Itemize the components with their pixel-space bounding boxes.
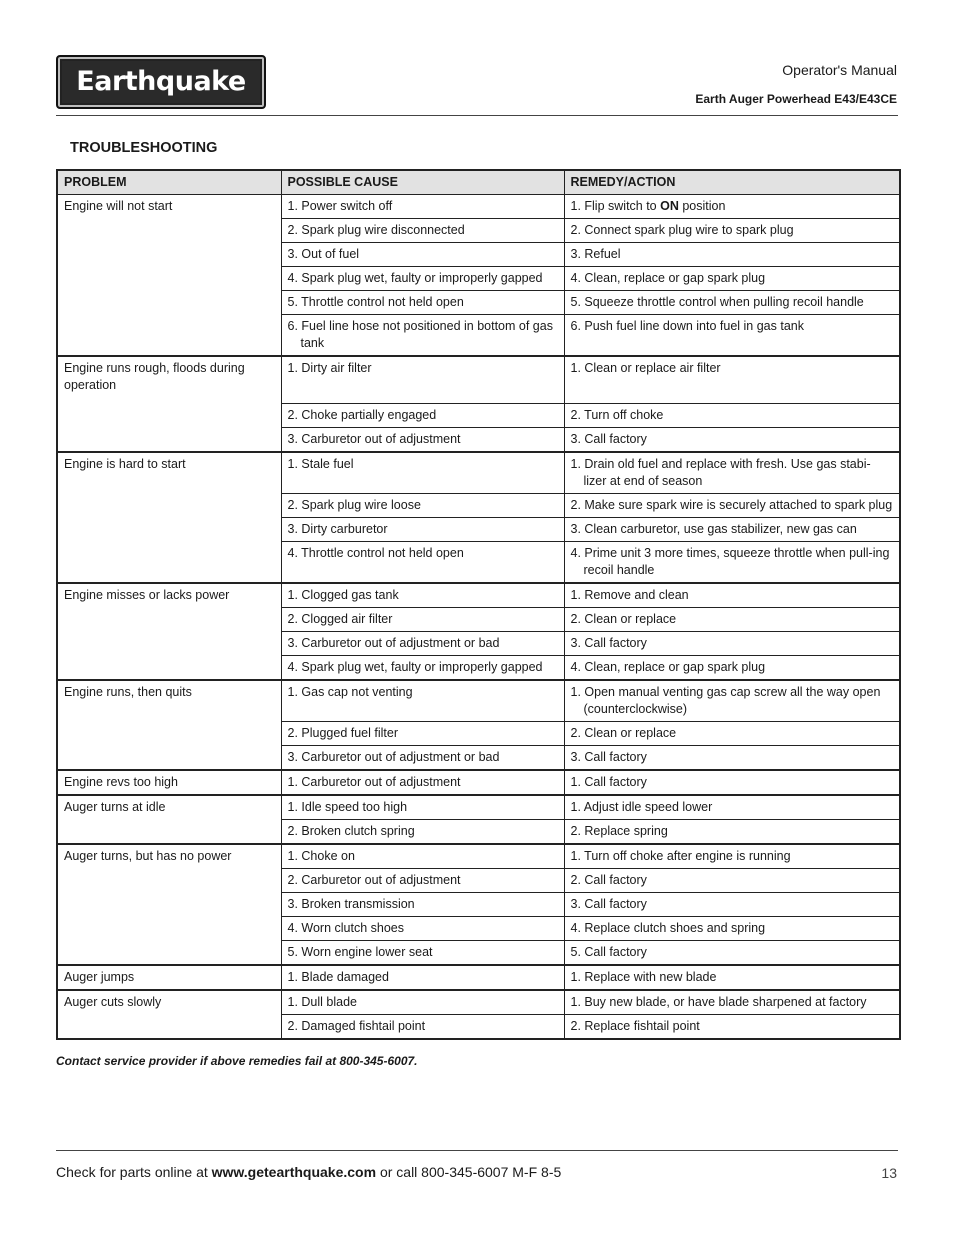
cause-text: 1. Dirty air filter [287, 361, 372, 375]
table-row [57, 990, 900, 1015]
cause-text: 2. Plugged fuel filter [287, 726, 398, 740]
cause-cell [281, 315, 564, 357]
remedy-cell [564, 722, 900, 746]
remedy-text: 3. Call factory [570, 432, 647, 446]
remedy-cell [564, 820, 900, 845]
footer-prefix: Check for parts online at [56, 1164, 212, 1180]
cause-cell [281, 656, 564, 681]
remedy-text: 3. Clean carburetor, use gas stabilizer, new gas can [570, 522, 857, 536]
remedy-cell [564, 583, 900, 608]
cause-cell [281, 722, 564, 746]
cause-cell [281, 428, 564, 453]
cause-cell [281, 356, 564, 404]
remedy-cell [564, 608, 900, 632]
cause-cell [281, 770, 564, 795]
header-divider [56, 115, 898, 116]
remedy-cell [564, 893, 900, 917]
cause-cell [281, 820, 564, 845]
remedy-text: 4. Prime unit 3 more times, squeeze throttle when pull-ing recoil handle [570, 546, 890, 577]
table-header-row [57, 170, 900, 195]
cause-text: 1. Dull blade [287, 995, 357, 1009]
cause-text: 1. Choke on [287, 849, 355, 863]
remedy-text: 4. Replace clutch shoes and spring [570, 921, 766, 935]
cause-text: 3. Carburetor out of adjustment [287, 432, 461, 446]
cause-cell [281, 869, 564, 893]
cause-text: 2. Spark plug wire disconnected [287, 223, 465, 237]
remedy-cell [564, 195, 900, 219]
remedy-cell [564, 990, 900, 1015]
remedy-text: 2. Call factory [570, 873, 647, 887]
table-row [57, 356, 900, 404]
cause-cell [281, 941, 564, 966]
footer-divider [56, 1150, 898, 1151]
remedy-text: 1. Flip switch to ON position [570, 199, 726, 213]
table-row [57, 770, 900, 795]
product-title: Earth Auger Powerhead E43/E43CE [695, 92, 897, 106]
cause-cell [281, 917, 564, 941]
remedy-cell [564, 356, 900, 404]
remedy-text: 2. Turn off choke [570, 408, 664, 422]
table-row [57, 795, 900, 820]
remedy-text: 2. Replace spring [570, 824, 668, 838]
problem-cell: Engine misses or lacks power [57, 583, 281, 680]
remedy-text: 3. Refuel [570, 247, 621, 261]
cause-cell [281, 542, 564, 584]
remedy-cell [564, 404, 900, 428]
problem-cell: Engine will not start [57, 195, 281, 357]
table-row [57, 844, 900, 869]
problem-cell: Auger jumps [57, 965, 281, 990]
cause-cell [281, 219, 564, 243]
remedy-cell [564, 219, 900, 243]
logo-text: Earthquake [76, 66, 246, 97]
cause-text: 1. Blade damaged [287, 970, 389, 984]
cause-cell [281, 195, 564, 219]
remedy-cell [564, 917, 900, 941]
cause-text: 1. Stale fuel [287, 457, 354, 471]
cause-text: 2. Clogged air filter [287, 612, 393, 626]
cause-cell [281, 291, 564, 315]
cause-text: 2. Broken clutch spring [287, 824, 415, 838]
cause-text: 1. Idle speed too high [287, 800, 408, 814]
remedy-text: 3. Call factory [570, 750, 647, 764]
remedy-cell [564, 965, 900, 990]
footer-link[interactable]: www.getearthquake.com [211, 1164, 377, 1180]
remedy-text: 1. Turn off choke after engine is running [570, 849, 791, 863]
cause-text: 5. Throttle control not held open [287, 295, 464, 309]
cause-cell [281, 518, 564, 542]
cause-cell [281, 404, 564, 428]
remedy-text: 2. Clean or replace [570, 612, 677, 626]
cause-cell [281, 452, 564, 494]
remedy-cell [564, 542, 900, 584]
cause-text: 1. Gas cap not venting [287, 685, 413, 699]
remedy-cell [564, 518, 900, 542]
cause-text: 1. Carburetor out of adjustment [287, 775, 461, 789]
cause-text: 3. Carburetor out of adjustment or bad [287, 636, 500, 650]
remedy-cell [564, 428, 900, 453]
remedy-cell [564, 291, 900, 315]
remedy-cell [564, 1015, 900, 1040]
footer-suffix: or call 800-345-6007 M-F 8-5 [376, 1164, 562, 1180]
remedy-text: 4. Clean, replace or gap spark plug [570, 660, 766, 674]
cause-cell [281, 494, 564, 518]
table-body [57, 195, 900, 1040]
section-title: TROUBLESHOOTING [70, 140, 218, 156]
manual-title: Operator's Manual [782, 62, 897, 78]
remedy-cell [564, 632, 900, 656]
cause-text: 6. Fuel line hose not positioned in bottom of gas tank [287, 319, 553, 350]
table-row [57, 195, 900, 219]
remedy-text: 1. Call factory [570, 775, 647, 789]
remedy-text: 5. Call factory [570, 945, 647, 959]
troubleshooting-table [56, 169, 901, 1040]
remedy-cell [564, 844, 900, 869]
remedy-text: 1. Open manual venting gas cap screw all the way open (counterclockwise) [570, 685, 881, 716]
problem-cell: Auger cuts slowly [57, 990, 281, 1039]
cause-cell [281, 746, 564, 771]
remedy-text: 1. Buy new blade, or have blade sharpened at factory [570, 995, 867, 1009]
remedy-text: 6. Push fuel line down into fuel in gas tank [570, 319, 804, 333]
problem-cell: Auger turns at idle [57, 795, 281, 844]
cause-text: 4. Spark plug wet, faulty or improperly gapped [287, 271, 543, 285]
on-emphasis: ON [660, 199, 679, 213]
cause-cell [281, 990, 564, 1015]
problem-cell: Engine revs too high [57, 770, 281, 795]
remedy-cell [564, 656, 900, 681]
remedy-text: 1. Adjust idle speed lower [570, 800, 713, 814]
cause-cell [281, 1015, 564, 1040]
remedy-cell [564, 770, 900, 795]
cause-cell [281, 844, 564, 869]
remedy-cell [564, 494, 900, 518]
cause-text: 2. Spark plug wire loose [287, 498, 421, 512]
cause-text: 3. Broken transmission [287, 897, 415, 911]
remedy-cell [564, 680, 900, 722]
remedy-text: 2. Clean or replace [570, 726, 677, 740]
cause-text: 4. Spark plug wet, faulty or improperly gapped [287, 660, 543, 674]
cause-text: 2. Damaged fishtail point [287, 1019, 426, 1033]
remedy-text: 3. Call factory [570, 897, 647, 911]
problem-cell: Engine runs rough, floods during operation [57, 356, 281, 452]
table-row [57, 965, 900, 990]
cause-cell [281, 583, 564, 608]
remedy-cell [564, 795, 900, 820]
remedy-cell [564, 746, 900, 771]
table-row [57, 583, 900, 608]
cause-cell [281, 608, 564, 632]
remedy-cell [564, 267, 900, 291]
remedy-cell [564, 869, 900, 893]
cause-text: 3. Out of fuel [287, 247, 360, 261]
cause-text: 1. Power switch off [287, 199, 393, 213]
cause-cell [281, 893, 564, 917]
table-row [57, 452, 900, 494]
footer-text [56, 1164, 561, 1180]
remedy-text: 1. Replace with new blade [570, 970, 717, 984]
remedy-cell [564, 941, 900, 966]
remedy-text: 4. Clean, replace or gap spark plug [570, 271, 766, 285]
cause-text: 4. Throttle control not held open [287, 546, 464, 560]
cause-text: 3. Carburetor out of adjustment or bad [287, 750, 500, 764]
remedy-text: 2. Make sure spark wire is securely attached to spark plug [570, 498, 893, 512]
remedy-text: 1. Drain old fuel and replace with fresh. Use gas stabi-lizer at end of season [570, 457, 871, 488]
cause-text: 3. Dirty carburetor [287, 522, 388, 536]
cause-cell [281, 795, 564, 820]
cause-text: 2. Carburetor out of adjustment [287, 873, 461, 887]
problem-cell: Engine runs, then quits [57, 680, 281, 770]
cause-cell [281, 267, 564, 291]
cause-cell [281, 632, 564, 656]
cause-cell [281, 243, 564, 267]
remedy-cell [564, 315, 900, 357]
header-cause: POSSIBLE CAUSE [281, 170, 564, 195]
remedy-text: 5. Squeeze throttle control when pulling recoil handle [570, 295, 864, 309]
remedy-text: 1. Remove and clean [570, 588, 689, 602]
remedy-cell [564, 452, 900, 494]
remedy-cell [564, 243, 900, 267]
cause-text: 5. Worn engine lower seat [287, 945, 433, 959]
problem-cell: Auger turns, but has no power [57, 844, 281, 965]
earthquake-logo [56, 55, 266, 109]
cause-text: 4. Worn clutch shoes [287, 921, 404, 935]
remedy-text: 1. Clean or replace air filter [570, 361, 721, 375]
header-remedy: REMEDY/ACTION [564, 170, 900, 195]
header-problem: PROBLEM [57, 170, 281, 195]
remedy-text: 2. Connect spark plug wire to spark plug [570, 223, 794, 237]
cause-cell [281, 680, 564, 722]
table-row [57, 680, 900, 722]
cause-text: 1. Clogged gas tank [287, 588, 399, 602]
remedy-text: 3. Call factory [570, 636, 647, 650]
footnote: Contact service provider if above remedies fail at 800-345-6007. [56, 1054, 418, 1068]
cause-text: 2. Choke partially engaged [287, 408, 437, 422]
remedy-text: 2. Replace fishtail point [570, 1019, 700, 1033]
problem-cell: Engine is hard to start [57, 452, 281, 583]
cause-cell [281, 965, 564, 990]
page-number: 13 [881, 1165, 897, 1181]
